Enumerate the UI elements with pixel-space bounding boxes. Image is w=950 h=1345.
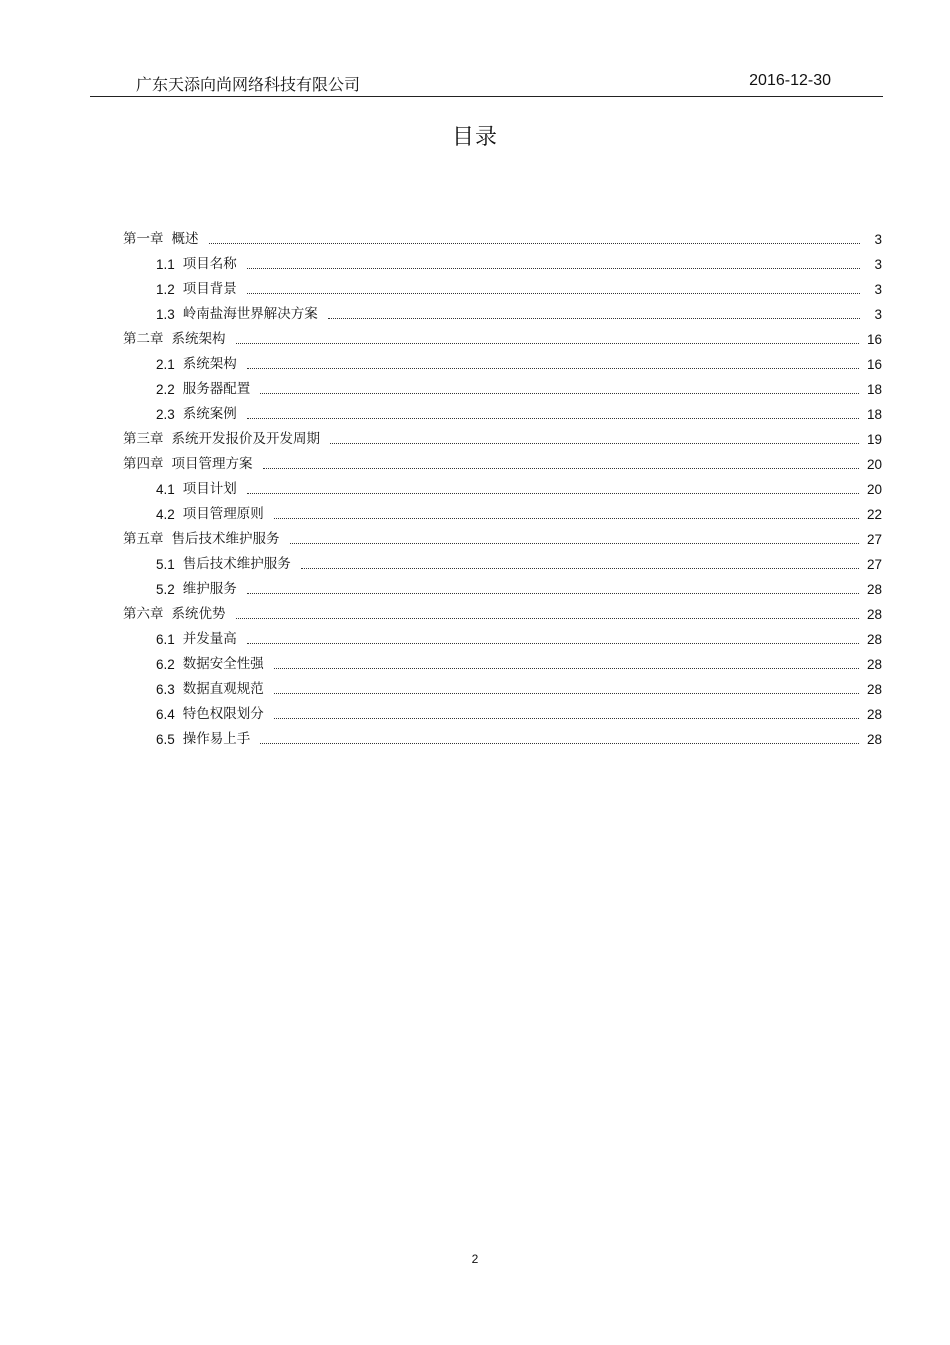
toc-section-entry[interactable] (123, 247, 882, 272)
toc-entry-page: 16 (866, 357, 882, 372)
toc-dot-leader (236, 331, 859, 344)
toc-section-entry[interactable] (123, 672, 882, 697)
toc-entry-page: 3 (874, 307, 882, 322)
toc-section-entry[interactable] (123, 372, 882, 397)
toc-entry-number: 第五章 (123, 531, 164, 546)
toc-dot-leader (260, 381, 859, 394)
toc-chapter-entry[interactable] (123, 522, 882, 547)
toc-dot-leader (274, 506, 859, 519)
toc-dot-leader (236, 606, 859, 619)
toc-entry-title: 服务器配置 (182, 381, 251, 397)
toc-entry-number: 1.2 (156, 282, 175, 297)
toc-entry-page: 28 (866, 707, 882, 722)
toc-entry-title: 项目名称 (182, 256, 237, 272)
toc-entry-number: 6.5 (156, 732, 175, 747)
toc-chapter-entry[interactable] (123, 597, 882, 622)
toc-entry-title: 数据直观规范 (182, 681, 264, 697)
toc-section-entry[interactable] (123, 497, 882, 522)
toc-entry-page: 3 (874, 232, 882, 247)
toc-entry-page: 28 (866, 732, 882, 747)
toc-entry-number: 第四章 (123, 456, 164, 471)
toc-entry-title: 项目计划 (182, 481, 237, 497)
toc-dot-leader (247, 356, 859, 369)
toc-entry-number: 5.2 (156, 582, 175, 597)
toc-entry-title: 系统开发报价及开发周期 (171, 431, 320, 447)
toc-dot-leader (247, 481, 859, 494)
toc-dot-leader (274, 681, 859, 694)
toc-entry-page: 16 (866, 332, 882, 347)
toc-entry-page: 19 (866, 432, 882, 447)
toc-dot-leader (330, 431, 859, 444)
toc-entry-page: 28 (866, 607, 882, 622)
toc-entry-page: 28 (866, 582, 882, 597)
toc-entry-number: 1.1 (156, 257, 175, 272)
toc-entry-number: 第二章 (123, 331, 164, 346)
toc-entry-title: 售后技术维护服务 (182, 556, 291, 572)
toc-entry-number: 2.3 (156, 407, 175, 422)
toc-dot-leader (247, 406, 859, 419)
toc-dot-leader (209, 231, 861, 244)
toc-entry-number: 4.1 (156, 482, 175, 497)
toc-section-entry[interactable] (123, 297, 882, 322)
toc-entry-number: 第六章 (123, 606, 164, 621)
toc-entry-title: 系统案例 (182, 406, 237, 422)
toc-entry-title: 概述 (171, 231, 199, 247)
toc-entry-title: 数据安全性强 (182, 656, 264, 672)
page-header (90, 70, 883, 97)
toc-entry-number: 6.4 (156, 707, 175, 722)
toc-entry-title: 项目背景 (182, 281, 237, 297)
toc-entry-page: 18 (866, 382, 882, 397)
toc-section-entry[interactable] (123, 347, 882, 372)
toc-entry-number: 6.3 (156, 682, 175, 697)
toc-entry-number: 1.3 (156, 307, 175, 322)
toc-dot-leader (274, 656, 859, 669)
page-number: 2 (471, 1252, 479, 1266)
toc-dot-leader (247, 256, 860, 269)
header-date: 2016-12-30 (749, 72, 831, 89)
toc-chapter-entry[interactable] (123, 447, 882, 472)
toc-entry-title: 系统优势 (171, 606, 226, 622)
toc-entry-page: 22 (866, 507, 882, 522)
toc-entry-number: 第一章 (123, 231, 164, 246)
toc-chapter-entry[interactable] (123, 322, 882, 347)
toc-section-entry[interactable] (123, 272, 882, 297)
toc-entry-number: 6.1 (156, 632, 175, 647)
toc-entry-title: 系统架构 (182, 356, 237, 372)
toc-entry-page: 27 (866, 557, 882, 572)
toc-dot-leader (247, 631, 859, 644)
toc-section-entry[interactable] (123, 397, 882, 422)
toc-entry-title: 项目管理方案 (171, 456, 253, 472)
toc-dot-leader (274, 706, 859, 719)
toc-entry-page: 28 (866, 632, 882, 647)
toc-dot-leader (247, 581, 859, 594)
toc-section-entry[interactable] (123, 697, 882, 722)
toc-entry-title: 并发量高 (182, 631, 237, 647)
toc-entry-title: 操作易上手 (182, 731, 251, 747)
toc-dot-leader (263, 456, 859, 469)
toc-dot-leader (290, 531, 859, 544)
page-title: 目录 (451, 125, 498, 150)
toc-entry-page: 20 (866, 482, 882, 497)
toc-entry-number: 4.2 (156, 507, 175, 522)
toc-section-entry[interactable] (123, 647, 882, 672)
toc-dot-leader (301, 556, 859, 569)
toc-chapter-entry[interactable] (123, 222, 882, 247)
toc-entry-title: 岭南盐海世界解决方案 (182, 306, 318, 322)
toc-section-entry[interactable] (123, 472, 882, 497)
toc-entry-title: 售后技术维护服务 (171, 531, 280, 547)
toc-section-entry[interactable] (123, 572, 882, 597)
toc-entry-page: 28 (866, 657, 882, 672)
toc-section-entry[interactable] (123, 722, 882, 747)
toc-dot-leader (260, 731, 859, 744)
toc-entry-page: 18 (866, 407, 882, 422)
toc-entry-title: 系统架构 (171, 331, 226, 347)
table-of-contents (123, 222, 882, 747)
toc-entry-title: 项目管理原则 (182, 506, 264, 522)
toc-entry-page: 27 (866, 532, 882, 547)
toc-entry-number: 5.1 (156, 557, 175, 572)
toc-entry-number: 2.1 (156, 357, 175, 372)
toc-dot-leader (247, 281, 860, 294)
toc-entry-page: 28 (866, 682, 882, 697)
toc-chapter-entry[interactable] (123, 422, 882, 447)
toc-dot-leader (328, 306, 860, 319)
toc-entry-title: 维护服务 (182, 581, 237, 597)
toc-entry-number: 6.2 (156, 657, 175, 672)
toc-entry-number: 2.2 (156, 382, 175, 397)
company-name: 广东天添向尚网络科技有限公司 (136, 75, 361, 94)
toc-entry-page: 3 (874, 257, 882, 272)
toc-entry-number: 第三章 (123, 431, 164, 446)
toc-entry-page: 3 (874, 282, 882, 297)
toc-entry-title: 特色权限划分 (182, 706, 264, 722)
toc-entry-page: 20 (866, 457, 882, 472)
toc-section-entry[interactable] (123, 622, 882, 647)
toc-section-entry[interactable] (123, 547, 882, 572)
